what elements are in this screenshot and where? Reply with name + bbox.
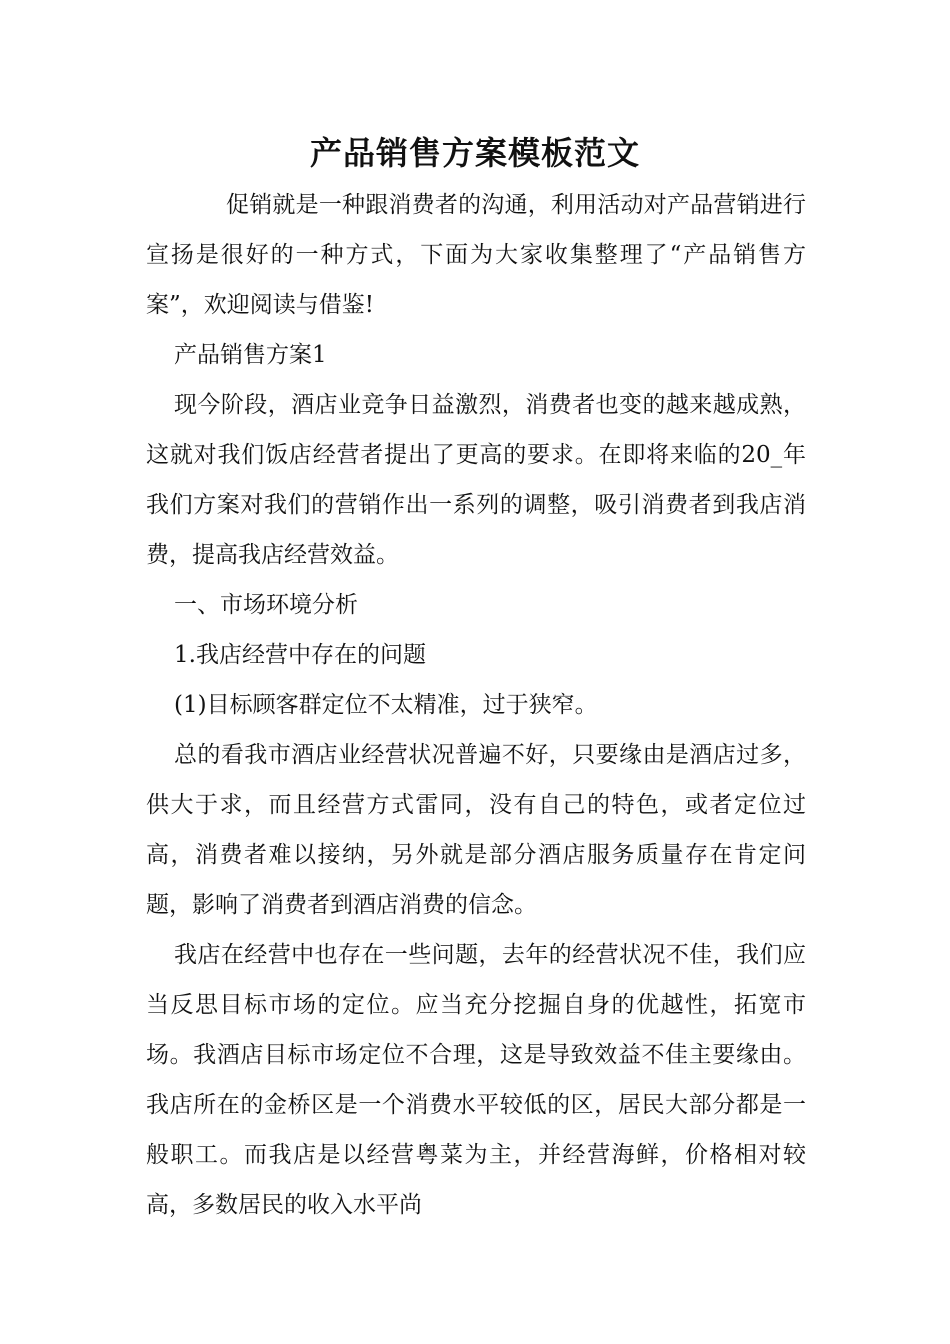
subsection-heading: 一、市场环境分析 xyxy=(174,592,358,618)
intro-paragraph: 促销就是一种跟消费者的沟通，利用活动对产品营销进行宣扬是很好的一种方式，下面为大家收集整理了“产品销售方案”，欢迎阅读与借鉴! xyxy=(146,192,806,318)
body-paragraph: 总的看我市酒店业经营状况普遍不好，只要缘由是酒店过多，供大于求，而且经营方式雷同，没有自己的特色，或者定位过高，消费者难以接纳，另外就是部分酒店服务质量存在肯定问题，影响了消费者到酒店消费的信念。 xyxy=(146,742,806,918)
numbered-heading: 1.我店经营中存在的问题 xyxy=(174,642,426,668)
body-paragraph: 我店在经营中也存在一些问题，去年的经营状况不佳，我们应当反思目标市场的定位。应当充分挖掘自身的优越性，拓宽市场。我酒店目标市场定位不合理，这是导致效益不佳主要缘由。我店所在的金桥区是一个消费水平较低的区，居民大部分都是一般职工。而我店是以经营粤菜为主，并经营海鲜，价格相对较高，多数居民的收入水平尚 xyxy=(146,942,806,1218)
list-item: (1)目标顾客群定位不太精准，过于狭窄。 xyxy=(174,692,598,718)
body-paragraph: 现今阶段，酒店业竞争日益激烈，消费者也变的越来越成熟，这就对我们饭店经营者提出了更高的要求。在即将来临的20_年我们方案对我们的营销作出一系列的调整，吸引消费者到我店消费，提高我店经营效益。 xyxy=(146,392,806,568)
document-body xyxy=(146,180,806,1230)
document-title: 产品销售方案模板范文 xyxy=(309,134,640,172)
section-heading: 产品销售方案1 xyxy=(174,342,327,368)
